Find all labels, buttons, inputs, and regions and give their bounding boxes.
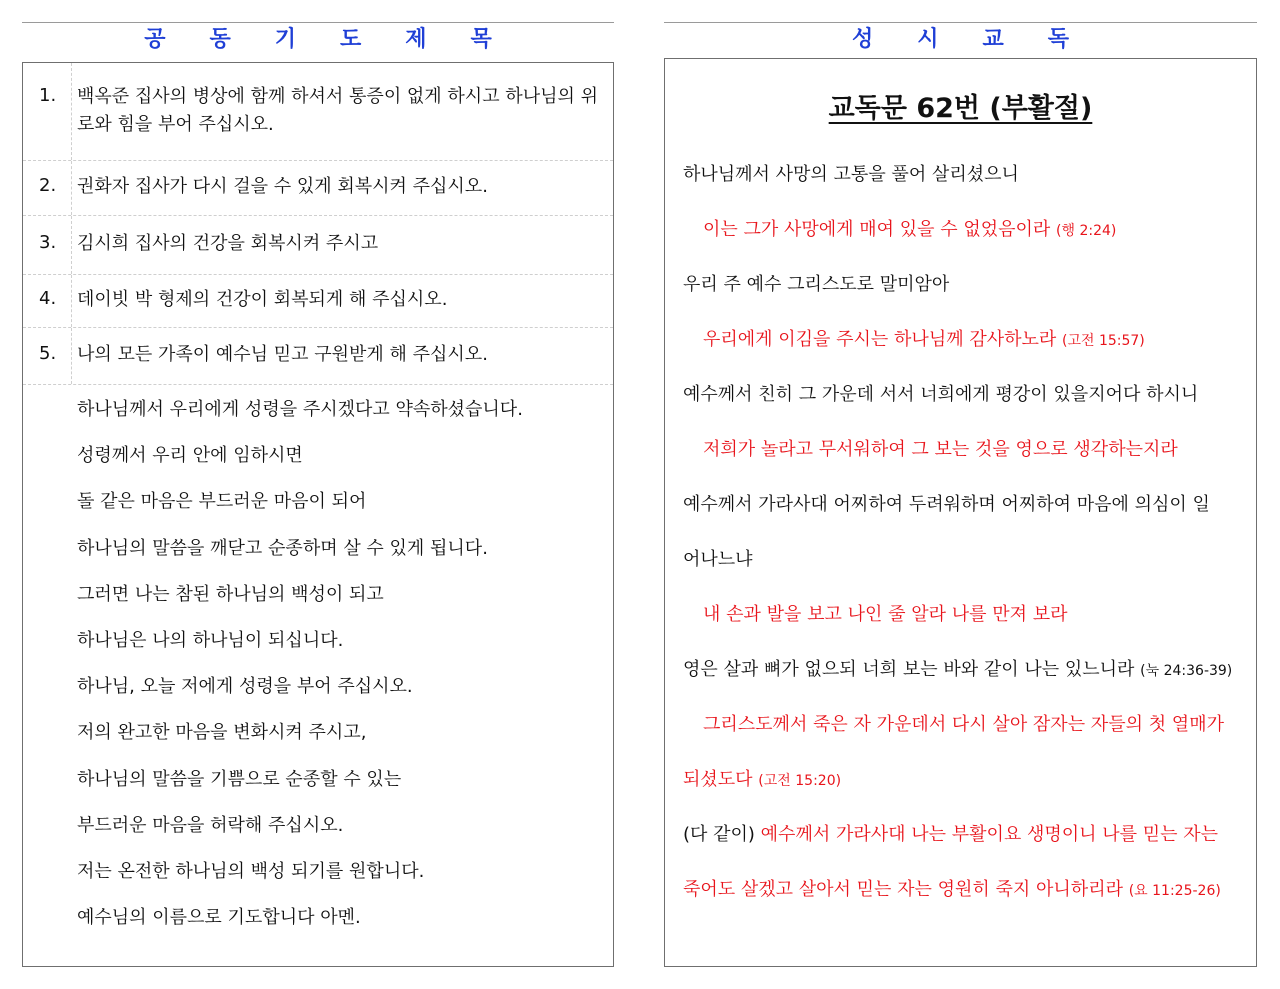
reading-line-response [703, 216, 1248, 245]
prayer-item-text: 권화자 집사가 다시 걸을 수 있게 회복시켜 주십시오. [77, 176, 488, 197]
prayer-item-text: 나의 모든 가족이 예수님 믿고 구원받게 해 주십시오. [77, 344, 488, 365]
prayer-box [22, 62, 614, 967]
reading-line-unison [683, 876, 1248, 905]
reading-line-response: 저희가 놀라고 무서워하여 그 보는 것을 영으로 생각하는지라 [703, 439, 1178, 460]
prayer-item-text: 백옥준 집사의 병상에 함께 하셔서 통증이 없게 하시고 하나님의 위로와 힘을 부어 주십시오. [77, 86, 598, 135]
prayer-line: 하나님의 말씀을 기쁨으로 순종할 수 있는 [77, 768, 402, 790]
prayer-line: 예수님의 이름으로 기도합니다 아멘. [77, 907, 361, 929]
reading-line-response [683, 766, 1248, 795]
prayer-item-text: 데이빗 박 형제의 건강이 회복되게 해 주십시오. [77, 289, 448, 310]
prayer-item [23, 328, 613, 385]
prayer-line: 돌 같은 마음은 부드러운 마음이 되어 [77, 491, 367, 513]
reading-header-rule [664, 22, 1257, 23]
scripture-reference: (행 2:24) [1056, 223, 1117, 239]
unison-label: (다 같이) [683, 824, 755, 845]
prayer-item-number: 3. [39, 232, 57, 253]
prayer-line: 하나님, 오늘 저에게 성령을 부어 주십시오. [77, 676, 413, 698]
prayer-line: 하나님은 나의 하나님이 되십니다. [77, 629, 344, 651]
reading-line-leader: 어나느냐 [683, 549, 753, 570]
scripture-reference: (요 11:25-26) [1128, 883, 1221, 899]
prayer-item [23, 161, 613, 216]
prayer-item-number: 1. [39, 85, 57, 106]
scripture-reference: (고전 15:20) [758, 773, 842, 789]
reading-line-response [703, 326, 1248, 355]
prayer-line: 저의 완고한 마음을 변화시켜 주시고, [77, 722, 367, 744]
prayer-item-number: 2. [39, 175, 57, 196]
prayer-item [23, 63, 613, 161]
reading-line-leader: 예수께서 친히 그 가운데 서서 너희에게 평강이 있을지어다 하시니 [683, 384, 1199, 405]
prayer-line: 부드러운 마음을 허락해 주십시오. [77, 814, 344, 836]
scripture-reference: (고전 15:57) [1062, 333, 1145, 349]
reading-line-text: 우리에게 이김을 주시는 하나님께 감사하노라 [703, 329, 1057, 350]
reading-line-unison [683, 821, 1248, 849]
reading-line-text: 예수께서 가라사대 나는 부활이요 생명이니 나를 믿는 자는 [760, 824, 1219, 845]
reading-line-text: 죽어도 살겠고 살아서 믿는 자는 영원히 죽지 아니하리라 [683, 879, 1123, 900]
reading-line-text: 이는 그가 사망에게 매여 있을 수 없었음이라 [703, 219, 1051, 240]
prayer-item [23, 275, 613, 328]
prayer-line: 성령께서 우리 안에 임하시면 [77, 445, 303, 467]
reading-box [664, 58, 1257, 967]
reading-line-text: 영은 살과 뼈가 없으되 너희 보는 바와 같이 나는 있느니라 [683, 659, 1135, 680]
prayer-line: 저는 온전한 하나님의 백성 되기를 원합니다. [77, 860, 425, 882]
reading-line-leader: 하나님께서 사망의 고통을 풀어 살리셨으니 [683, 164, 1019, 185]
reading-line-response: 내 손과 발을 보고 나인 줄 알라 나를 만져 보라 [703, 604, 1068, 625]
prayer-item-text: 김시희 집사의 건강을 회복시켜 주시고 [77, 233, 379, 254]
reading-title [665, 89, 1256, 129]
reading-line-leader [683, 656, 1248, 685]
prayer-heading: 공 동 기 도 제 목 [144, 27, 492, 52]
reading-line-text: 되셨도다 [683, 769, 753, 790]
reading-title-text: 교독문 62번 (부활절) [828, 93, 1093, 124]
prayer-list [23, 63, 613, 385]
prayer-line: 그러면 나는 참된 하나님의 백성이 되고 [77, 583, 384, 605]
reading-line-leader: 우리 주 예수 그리스도로 말미암아 [683, 274, 950, 295]
prayer-text [77, 395, 603, 949]
prayer-item-number: 5. [39, 343, 57, 364]
reading-line-leader: 예수께서 가라사대 어찌하여 두려워하며 어찌하여 마음에 의심이 일 [683, 494, 1210, 515]
prayer-line: 하나님의 말씀을 깨닫고 순종하며 살 수 있게 됩니다. [77, 537, 488, 559]
prayer-header-rule [22, 22, 614, 23]
prayer-item-number: 4. [39, 288, 57, 309]
reading-heading: 성 시 교 독 [851, 27, 1069, 52]
scripture-reference: (눅 24:36-39) [1140, 663, 1233, 679]
prayer-item [23, 216, 613, 275]
reading-line-response: 그리스도께서 죽은 자 가운데서 다시 살아 잠자는 자들의 첫 열매가 [703, 714, 1224, 735]
prayer-line: 하나님께서 우리에게 성령을 주시겠다고 약속하셨습니다. [77, 399, 523, 420]
